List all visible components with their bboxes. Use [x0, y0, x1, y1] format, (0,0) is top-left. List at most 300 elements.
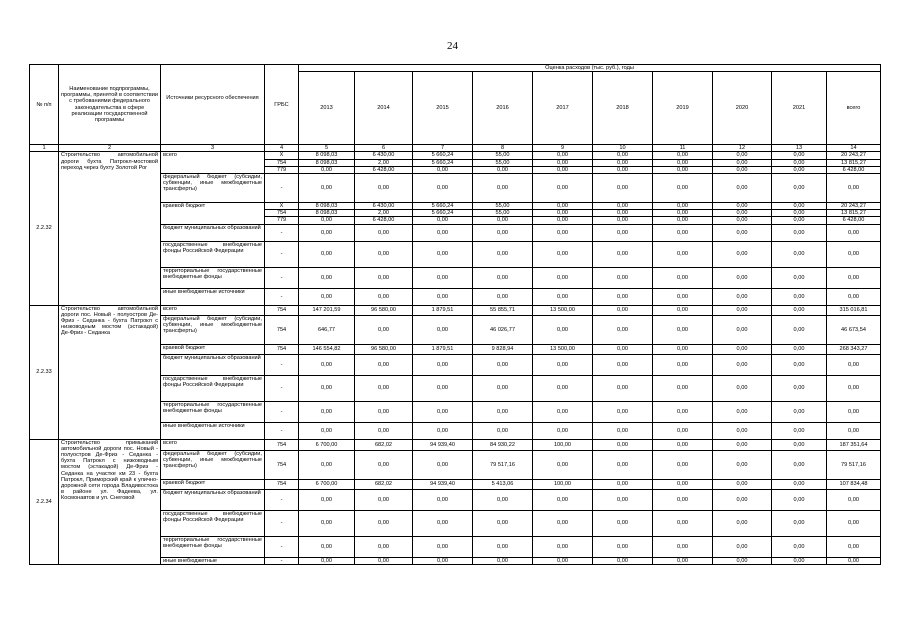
item-name: Строительство примыканий автомобильной дороги пос. Новый - полуостров Де-Фриз - Седанка - бухта Патрокл с низководным мостом (эстакадой) Де-Фриз - Седанка на участке км 23 - бухта Патрокл, Приморский край к улично-дорожной сети города Владивостока в районе ул. Фадеева, ул. Космонавтов и ул. Снеговой — [59, 439, 161, 564]
amount-cell: 146 554,82 — [299, 344, 355, 354]
amount-cell: 0,00 — [413, 401, 473, 422]
amount-cell: 0,00 — [355, 510, 413, 536]
amount-cell: 0,00 — [533, 375, 593, 401]
amount-cell: 0,00 — [827, 241, 881, 267]
amount-cell: 0,00 — [772, 217, 827, 224]
amount-cell: 0,00 — [593, 450, 653, 479]
amount-cell: 0,00 — [653, 241, 713, 267]
amount-cell: 0,00 — [473, 241, 533, 267]
amount-cell: 0,00 — [772, 401, 827, 422]
grbs-code: 779 — [265, 166, 299, 173]
amount-cell: 0,00 — [413, 241, 473, 267]
amount-cell: 0,00 — [653, 166, 713, 173]
grbs-code: - — [265, 510, 299, 536]
amount-cell: 0,00 — [653, 267, 713, 288]
amount-cell: 0,00 — [772, 315, 827, 344]
amount-cell: 0,00 — [772, 354, 827, 375]
grbs-code: X — [265, 203, 299, 210]
amount-cell: 0,00 — [413, 510, 473, 536]
source-label: иные внебюджетные источники — [161, 288, 265, 305]
amount-cell: 0,00 — [473, 422, 533, 439]
header-grbs: ГРБС — [265, 65, 299, 145]
amount-cell: 0,00 — [653, 489, 713, 510]
amount-cell: 0,00 — [533, 224, 593, 241]
amount-cell: 13 500,00 — [533, 344, 593, 354]
amount-cell: 0,00 — [653, 159, 713, 166]
source-label: территориальные государственные внебюджетные фонды — [161, 401, 265, 422]
source-label: государственные внебюджетные фонды Российской Федерации — [161, 510, 265, 536]
column-index: 4 — [265, 145, 299, 152]
amount-cell: 5 660,24 — [413, 152, 473, 159]
amount-cell: 0,00 — [533, 288, 593, 305]
amount-cell: 0,00 — [473, 375, 533, 401]
amount-cell: 55,00 — [473, 210, 533, 217]
source-label: федеральный бюджет (субсидии, субвенции, иные межбюджетные трансферты) — [161, 315, 265, 344]
amount-cell: 0,00 — [299, 166, 355, 173]
amount-cell: 0,00 — [299, 354, 355, 375]
amount-cell: 0,00 — [772, 557, 827, 564]
amount-cell: 682,02 — [355, 479, 413, 489]
amount-cell: 55,00 — [473, 152, 533, 159]
amount-cell: 0,00 — [653, 305, 713, 315]
column-index: 9 — [533, 145, 593, 152]
column-index: 10 — [593, 145, 653, 152]
amount-cell: 0,00 — [299, 450, 355, 479]
amount-cell: 6 428,00 — [355, 217, 413, 224]
amount-cell: 0,00 — [473, 267, 533, 288]
source-label: государственные внебюджетные фонды Российской Федерации — [161, 241, 265, 267]
amount-cell: 0,00 — [713, 536, 772, 557]
amount-cell: 0,00 — [299, 241, 355, 267]
grbs-code: 754 — [265, 210, 299, 217]
amount-cell: 0,00 — [713, 267, 772, 288]
source-label: иные внебюджетные источники — [161, 422, 265, 439]
amount-cell: 0,00 — [533, 450, 593, 479]
grbs-code: 754 — [265, 315, 299, 344]
amount-cell: 0,00 — [299, 536, 355, 557]
amount-cell: 0,00 — [713, 375, 772, 401]
amount-cell: 0,00 — [299, 224, 355, 241]
column-index: 1 — [30, 145, 59, 152]
amount-cell: 13 500,00 — [533, 305, 593, 315]
grbs-code: - — [265, 174, 299, 203]
amount-cell: 0,00 — [473, 489, 533, 510]
table-row — [30, 152, 881, 159]
amount-cell: 0,00 — [355, 557, 413, 564]
grbs-code: - — [265, 224, 299, 241]
amount-cell: 0,00 — [299, 288, 355, 305]
amount-cell: 0,00 — [593, 422, 653, 439]
amount-cell: 0,00 — [533, 510, 593, 536]
amount-cell: 646,77 — [299, 315, 355, 344]
amount-cell: 0,00 — [355, 375, 413, 401]
amount-cell: 0,00 — [593, 344, 653, 354]
year-header: 2017 — [533, 72, 593, 145]
grbs-code: 754 — [265, 305, 299, 315]
amount-cell: 0,00 — [772, 174, 827, 203]
amount-cell: 0,00 — [772, 375, 827, 401]
column-index: 13 — [772, 145, 827, 152]
item-number: 2.2.34 — [30, 439, 59, 564]
amount-cell: 0,00 — [827, 224, 881, 241]
amount-cell: 0,00 — [593, 210, 653, 217]
amount-cell: 0,00 — [355, 267, 413, 288]
year-header: 2016 — [473, 72, 533, 145]
amount-cell: 0,00 — [653, 152, 713, 159]
amount-cell: 0,00 — [533, 174, 593, 203]
amount-cell: 0,00 — [355, 315, 413, 344]
grbs-code: - — [265, 557, 299, 564]
column-index: 11 — [653, 145, 713, 152]
amount-cell: 94 939,40 — [413, 479, 473, 489]
amount-cell: 0,00 — [772, 267, 827, 288]
source-label: иные внебюджетные — [161, 557, 265, 564]
amount-cell: 0,00 — [713, 288, 772, 305]
amount-cell: 0,00 — [413, 174, 473, 203]
amount-cell: 0,00 — [772, 159, 827, 166]
amount-cell: 0,00 — [299, 375, 355, 401]
amount-cell: 0,00 — [593, 267, 653, 288]
amount-cell: 0,00 — [772, 489, 827, 510]
amount-cell: 1 879,51 — [413, 344, 473, 354]
amount-cell: 1 879,51 — [413, 305, 473, 315]
amount-cell: 0,00 — [299, 174, 355, 203]
amount-cell: 0,00 — [413, 224, 473, 241]
column-index: 6 — [355, 145, 413, 152]
source-label: федеральный бюджет (субсидии, субвенции, иные межбюджетные трансферты) — [161, 450, 265, 479]
source-label: всего — [161, 152, 265, 174]
amount-cell: 94 939,40 — [413, 439, 473, 450]
amount-cell: 0,00 — [593, 217, 653, 224]
amount-cell: 0,00 — [473, 217, 533, 224]
source-label: федеральный бюджет (субсидии, субвенции, иные межбюджетные трансферты) — [161, 174, 265, 203]
amount-cell: 0,00 — [653, 422, 713, 439]
amount-cell: 0,00 — [713, 489, 772, 510]
grbs-code: 754 — [265, 344, 299, 354]
amount-cell: 5 413,06 — [473, 479, 533, 489]
amount-cell: 0,00 — [827, 489, 881, 510]
amount-cell: 0,00 — [533, 203, 593, 210]
amount-cell: 6 700,00 — [299, 439, 355, 450]
amount-cell: 0,00 — [533, 217, 593, 224]
header-index-row — [30, 145, 881, 152]
amount-cell: 0,00 — [473, 288, 533, 305]
amount-cell: 0,00 — [713, 510, 772, 536]
year-header: 2013 — [299, 72, 355, 145]
amount-cell: 0,00 — [653, 288, 713, 305]
amount-cell: 0,00 — [653, 203, 713, 210]
source-label: краевой бюджет — [161, 344, 265, 354]
grbs-code: - — [265, 267, 299, 288]
amount-cell: 0,00 — [533, 422, 593, 439]
header-num: № п/п — [30, 65, 59, 145]
source-label: всего — [161, 439, 265, 450]
amount-cell: 0,00 — [713, 354, 772, 375]
amount-cell: 0,00 — [827, 354, 881, 375]
grbs-code: - — [265, 489, 299, 510]
amount-cell: 96 580,00 — [355, 344, 413, 354]
amount-cell: 0,00 — [533, 354, 593, 375]
column-index: 8 — [473, 145, 533, 152]
grbs-code: - — [265, 241, 299, 267]
amount-cell: 8 098,03 — [299, 203, 355, 210]
amount-cell: 6 428,00 — [827, 217, 881, 224]
amount-cell: 0,00 — [653, 344, 713, 354]
amount-cell: 0,00 — [413, 267, 473, 288]
grbs-code: 754 — [265, 479, 299, 489]
header-sources: Источники ресурсного обеспечения — [161, 65, 265, 145]
page-number: 24 — [447, 40, 458, 52]
source-label: всего — [161, 305, 265, 315]
source-label: государственные внебюджетные фонды Российской Федерации — [161, 375, 265, 401]
amount-cell: 0,00 — [473, 354, 533, 375]
amount-cell: 0,00 — [827, 557, 881, 564]
column-index: 7 — [413, 145, 473, 152]
amount-cell: 0,00 — [653, 174, 713, 203]
amount-cell: 0,00 — [713, 344, 772, 354]
amount-cell: 8 098,03 — [299, 159, 355, 166]
table-row — [30, 305, 881, 315]
amount-cell: 0,00 — [713, 152, 772, 159]
amount-cell: 0,00 — [299, 267, 355, 288]
amount-cell: 0,00 — [593, 439, 653, 450]
table-row — [30, 439, 881, 450]
amount-cell: 0,00 — [827, 375, 881, 401]
amount-cell: 0,00 — [713, 450, 772, 479]
amount-cell: 0,00 — [713, 174, 772, 203]
amount-cell: 0,00 — [299, 557, 355, 564]
amount-cell: 0,00 — [653, 479, 713, 489]
amount-cell: 0,00 — [772, 344, 827, 354]
year-header: всего — [827, 72, 881, 145]
source-label: территориальные государственные внебюджетные фонды — [161, 536, 265, 557]
amount-cell: 0,00 — [593, 315, 653, 344]
amount-cell: 0,00 — [593, 203, 653, 210]
year-header: 2021 — [772, 72, 827, 145]
amount-cell: 0,00 — [772, 210, 827, 217]
amount-cell: 96 580,00 — [355, 305, 413, 315]
amount-cell: 0,00 — [473, 510, 533, 536]
amount-cell: 46 026,77 — [473, 315, 533, 344]
amount-cell: 0,00 — [533, 267, 593, 288]
amount-cell: 0,00 — [533, 557, 593, 564]
grbs-code: - — [265, 354, 299, 375]
grbs-code: X — [265, 152, 299, 159]
amount-cell: 0,00 — [713, 203, 772, 210]
item-number: 2.2.33 — [30, 305, 59, 439]
amount-cell: 0,00 — [713, 224, 772, 241]
amount-cell: 0,00 — [827, 267, 881, 288]
source-label: бюджет муниципальных образований — [161, 489, 265, 510]
amount-cell: 0,00 — [713, 159, 772, 166]
amount-cell: 0,00 — [713, 422, 772, 439]
amount-cell: 0,00 — [593, 224, 653, 241]
amount-cell: 147 201,59 — [299, 305, 355, 315]
year-header: 2015 — [413, 72, 473, 145]
amount-cell: 0,00 — [593, 557, 653, 564]
amount-cell: 0,00 — [713, 210, 772, 217]
amount-cell: 0,00 — [713, 315, 772, 344]
item-name: Строительство автомобильной дороги бухта Патрокл-мостовой переход через бухту Золотой Рог — [59, 152, 161, 305]
amount-cell: 0,00 — [593, 159, 653, 166]
source-label: бюджет муниципальных образований — [161, 354, 265, 375]
amount-cell: 0,00 — [593, 510, 653, 536]
amount-cell: 0,00 — [772, 510, 827, 536]
amount-cell: 5 660,24 — [413, 210, 473, 217]
year-header: 2018 — [593, 72, 653, 145]
amount-cell: 20 243,27 — [827, 203, 881, 210]
amount-cell: 0,00 — [299, 489, 355, 510]
amount-cell: 2,00 — [355, 159, 413, 166]
amount-cell: 0,00 — [413, 557, 473, 564]
amount-cell: 0,00 — [593, 479, 653, 489]
amount-cell: 0,00 — [355, 354, 413, 375]
amount-cell: 0,00 — [653, 210, 713, 217]
amount-cell: 0,00 — [413, 288, 473, 305]
amount-cell: 0,00 — [533, 210, 593, 217]
amount-cell: 0,00 — [355, 422, 413, 439]
amount-cell: 0,00 — [533, 241, 593, 267]
amount-cell: 0,00 — [355, 288, 413, 305]
column-index: 3 — [161, 145, 265, 152]
amount-cell: 0,00 — [473, 166, 533, 173]
amount-cell: 0,00 — [653, 354, 713, 375]
column-index: 12 — [713, 145, 772, 152]
amount-cell: 0,00 — [413, 217, 473, 224]
amount-cell: 55,00 — [473, 203, 533, 210]
grbs-code: 754 — [265, 159, 299, 166]
amount-cell: 6 428,00 — [355, 166, 413, 173]
grbs-code: - — [265, 401, 299, 422]
amount-cell: 0,00 — [772, 152, 827, 159]
amount-cell: 0,00 — [772, 203, 827, 210]
amount-cell: 0,00 — [299, 401, 355, 422]
amount-cell: 0,00 — [713, 241, 772, 267]
amount-cell: 0,00 — [772, 450, 827, 479]
amount-cell: 8 098,03 — [299, 152, 355, 159]
amount-cell: 55 855,71 — [473, 305, 533, 315]
amount-cell: 0,00 — [772, 305, 827, 315]
amount-cell: 0,00 — [355, 401, 413, 422]
amount-cell: 315 016,81 — [827, 305, 881, 315]
amount-cell: 13 815,27 — [827, 159, 881, 166]
header-estimate: Оценка расходов (тыс. руб.), годы — [299, 65, 881, 72]
table-body — [30, 152, 881, 564]
table-header — [30, 65, 881, 152]
amount-cell: 0,00 — [533, 166, 593, 173]
amount-cell: 100,00 — [533, 439, 593, 450]
amount-cell: 6 700,00 — [299, 479, 355, 489]
source-label: краевой бюджет — [161, 479, 265, 489]
amount-cell: 0,00 — [413, 354, 473, 375]
amount-cell: 0,00 — [473, 174, 533, 203]
amount-cell: 0,00 — [653, 401, 713, 422]
amount-cell: 0,00 — [713, 166, 772, 173]
amount-cell: 0,00 — [473, 557, 533, 564]
amount-cell: 0,00 — [653, 439, 713, 450]
amount-cell: 0,00 — [653, 557, 713, 564]
year-header: 2019 — [653, 72, 713, 145]
amount-cell: 0,00 — [413, 489, 473, 510]
amount-cell: 0,00 — [772, 288, 827, 305]
grbs-code: - — [265, 288, 299, 305]
amount-cell: 55,00 — [473, 159, 533, 166]
amount-cell: 268 343,27 — [827, 344, 881, 354]
amount-cell: 79 517,16 — [827, 450, 881, 479]
amount-cell: 0,00 — [473, 536, 533, 557]
amount-cell: 0,00 — [533, 489, 593, 510]
amount-cell: 0,00 — [772, 479, 827, 489]
amount-cell: 20 243,27 — [827, 152, 881, 159]
amount-cell: 9 828,94 — [473, 344, 533, 354]
amount-cell: 0,00 — [413, 450, 473, 479]
amount-cell: 0,00 — [827, 174, 881, 203]
grbs-code: 779 — [265, 217, 299, 224]
amount-cell: 0,00 — [355, 489, 413, 510]
amount-cell: 0,00 — [653, 224, 713, 241]
amount-cell: 0,00 — [827, 401, 881, 422]
amount-cell: 0,00 — [772, 422, 827, 439]
amount-cell: 100,00 — [533, 479, 593, 489]
amount-cell: 0,00 — [713, 439, 772, 450]
grbs-code: 754 — [265, 450, 299, 479]
amount-cell: 0,00 — [653, 375, 713, 401]
amount-cell: 0,00 — [299, 510, 355, 536]
column-index: 14 — [827, 145, 881, 152]
amount-cell: 0,00 — [413, 315, 473, 344]
amount-cell: 2,00 — [355, 210, 413, 217]
amount-cell: 0,00 — [827, 422, 881, 439]
amount-cell: 0,00 — [593, 489, 653, 510]
item-name: Строительство автомобильной дороги пос. Новый - полуостров Де-Фриз - Седанка - бухта Патрокл с низководным мостом (эстакадой) Де-Фриз - Седанка — [59, 305, 161, 439]
amount-cell: 0,00 — [593, 288, 653, 305]
amount-cell: 187 351,64 — [827, 439, 881, 450]
source-label: территориальные государственные внебюджетные фонды — [161, 267, 265, 288]
amount-cell: 0,00 — [827, 288, 881, 305]
amount-cell: 0,00 — [299, 217, 355, 224]
amount-cell: 0,00 — [355, 224, 413, 241]
amount-cell: 84 930,22 — [473, 439, 533, 450]
amount-cell: 0,00 — [593, 536, 653, 557]
amount-cell: 6 430,00 — [355, 203, 413, 210]
amount-cell: 8 098,03 — [299, 210, 355, 217]
amount-cell: 6 428,00 — [827, 166, 881, 173]
amount-cell: 0,00 — [593, 401, 653, 422]
amount-cell: 0,00 — [653, 450, 713, 479]
amount-cell: 0,00 — [772, 536, 827, 557]
amount-cell: 0,00 — [533, 159, 593, 166]
amount-cell: 0,00 — [593, 241, 653, 267]
amount-cell: 0,00 — [772, 241, 827, 267]
amount-cell: 0,00 — [593, 166, 653, 173]
grbs-code: - — [265, 536, 299, 557]
amount-cell: 0,00 — [653, 315, 713, 344]
amount-cell: 0,00 — [413, 375, 473, 401]
amount-cell: 0,00 — [593, 305, 653, 315]
amount-cell: 0,00 — [593, 375, 653, 401]
amount-cell: 0,00 — [772, 439, 827, 450]
amount-cell: 46 673,54 — [827, 315, 881, 344]
amount-cell: 5 660,24 — [413, 203, 473, 210]
grbs-code: 754 — [265, 439, 299, 450]
amount-cell: 0,00 — [713, 401, 772, 422]
amount-cell: 13 815,27 — [827, 210, 881, 217]
budget-table — [29, 64, 881, 565]
column-index: 5 — [299, 145, 355, 152]
amount-cell: 0,00 — [593, 174, 653, 203]
amount-cell: 0,00 — [593, 152, 653, 159]
amount-cell: 0,00 — [533, 152, 593, 159]
